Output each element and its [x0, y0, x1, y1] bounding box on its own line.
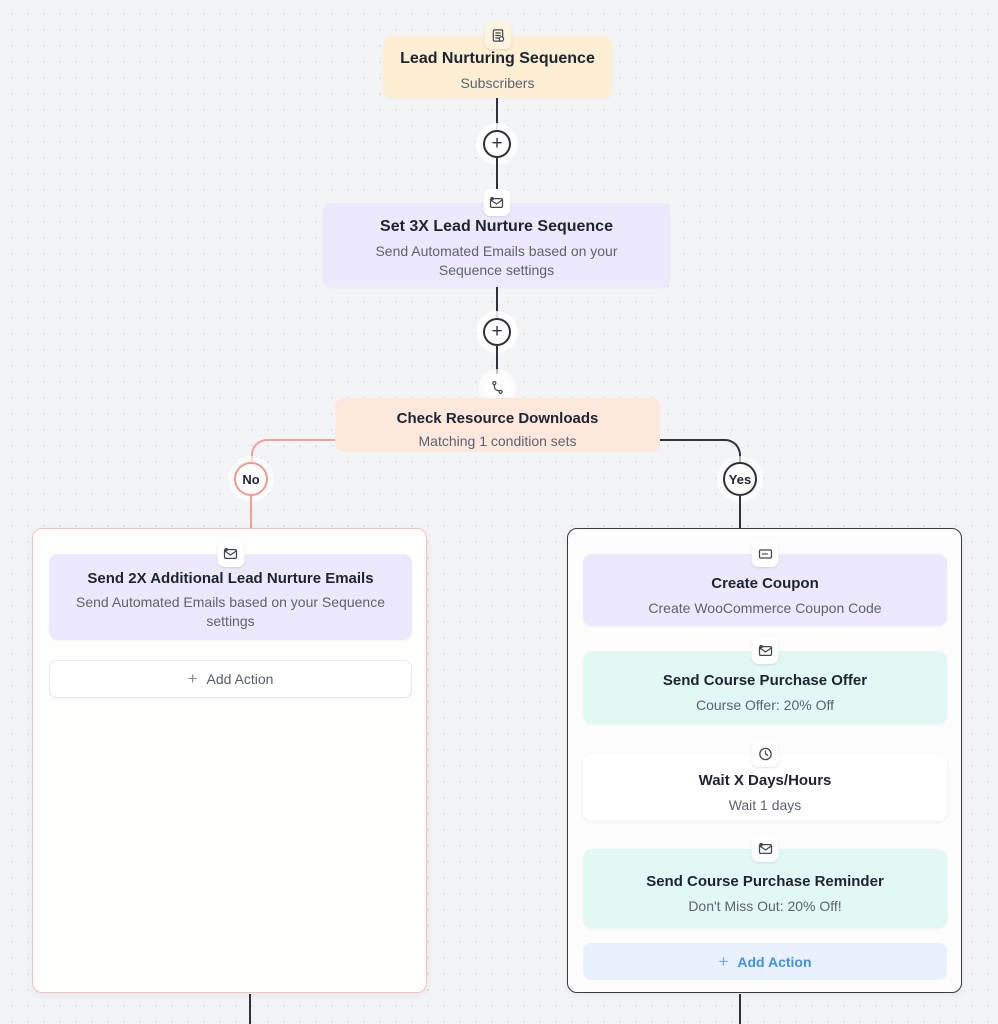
add-step-button[interactable]: +: [483, 318, 511, 346]
connector-line: [739, 994, 741, 1024]
offer-title: Send Course Purchase Offer: [662, 672, 868, 690]
yes-action-node-wait[interactable]: [583, 754, 947, 821]
email-icon: [752, 835, 779, 862]
sequence-subtitle: Send Automated Emails based on your Sequence settings: [375, 243, 618, 278]
wait-title: Wait X Days/Hours: [698, 772, 832, 790]
branch-icon: [484, 374, 511, 401]
coupon-subtitle: Create WooCommerce Coupon Code: [648, 599, 882, 616]
connector-line: [496, 98, 498, 131]
yes-action-node-coupon[interactable]: [583, 554, 947, 626]
connector-line: [250, 496, 252, 528]
branch-label-no: No: [234, 462, 268, 496]
trigger-subtitle: Subscribers: [460, 75, 535, 92]
condition-title: Check Resource Downloads: [396, 409, 599, 427]
no-branch-connector: [251, 439, 337, 464]
connector-line: [739, 496, 741, 528]
connector-line: [496, 346, 498, 376]
yes-branch-connector: [659, 439, 741, 464]
plus-icon: +: [718, 951, 729, 971]
form-list-icon: [484, 22, 511, 49]
condition-node[interactable]: [335, 398, 660, 452]
branch-label-yes: Yes: [723, 462, 757, 496]
coupon-icon: [752, 540, 779, 567]
reminder-subtitle: Don't Miss Out: 20% Off!: [688, 898, 842, 915]
offer-subtitle: Course Offer: 20% Off: [696, 697, 834, 714]
no-action-subtitle: Send Automated Emails based on your Sequence settings: [76, 594, 385, 629]
coupon-title: Create Coupon: [711, 574, 819, 592]
connector-line: [496, 158, 498, 192]
plus-icon: +: [187, 669, 198, 688]
no-branch-action-node[interactable]: [49, 554, 412, 640]
connector-line: [249, 994, 251, 1024]
no-action-title: Send 2X Additional Lead Nurture Emails: [87, 569, 374, 587]
clock-icon: [752, 740, 779, 767]
sequence-title: Set 3X Lead Nurture Sequence: [380, 218, 613, 236]
trigger-node[interactable]: [383, 36, 612, 98]
add-step-button[interactable]: +: [483, 130, 511, 158]
email-icon: [217, 540, 244, 567]
email-icon: [483, 189, 510, 216]
yes-action-node-offer[interactable]: [583, 651, 947, 724]
reminder-title: Send Course Purchase Reminder: [646, 873, 884, 891]
yes-branch-container: [567, 528, 962, 993]
sequence-action-node[interactable]: [323, 203, 670, 287]
no-branch-container: [32, 528, 427, 993]
wait-subtitle: Wait 1 days: [728, 797, 802, 814]
yes-action-node-reminder[interactable]: [583, 849, 947, 928]
trigger-title: Lead Nurturing Sequence: [400, 50, 595, 68]
add-action-button-yes-branch[interactable]: + Add Action: [583, 943, 947, 980]
email-icon: [752, 637, 779, 664]
connector-line: [496, 287, 498, 318]
add-action-button-no-branch[interactable]: + Add Action: [49, 660, 412, 698]
condition-subtitle: Matching 1 condition sets: [418, 432, 577, 449]
